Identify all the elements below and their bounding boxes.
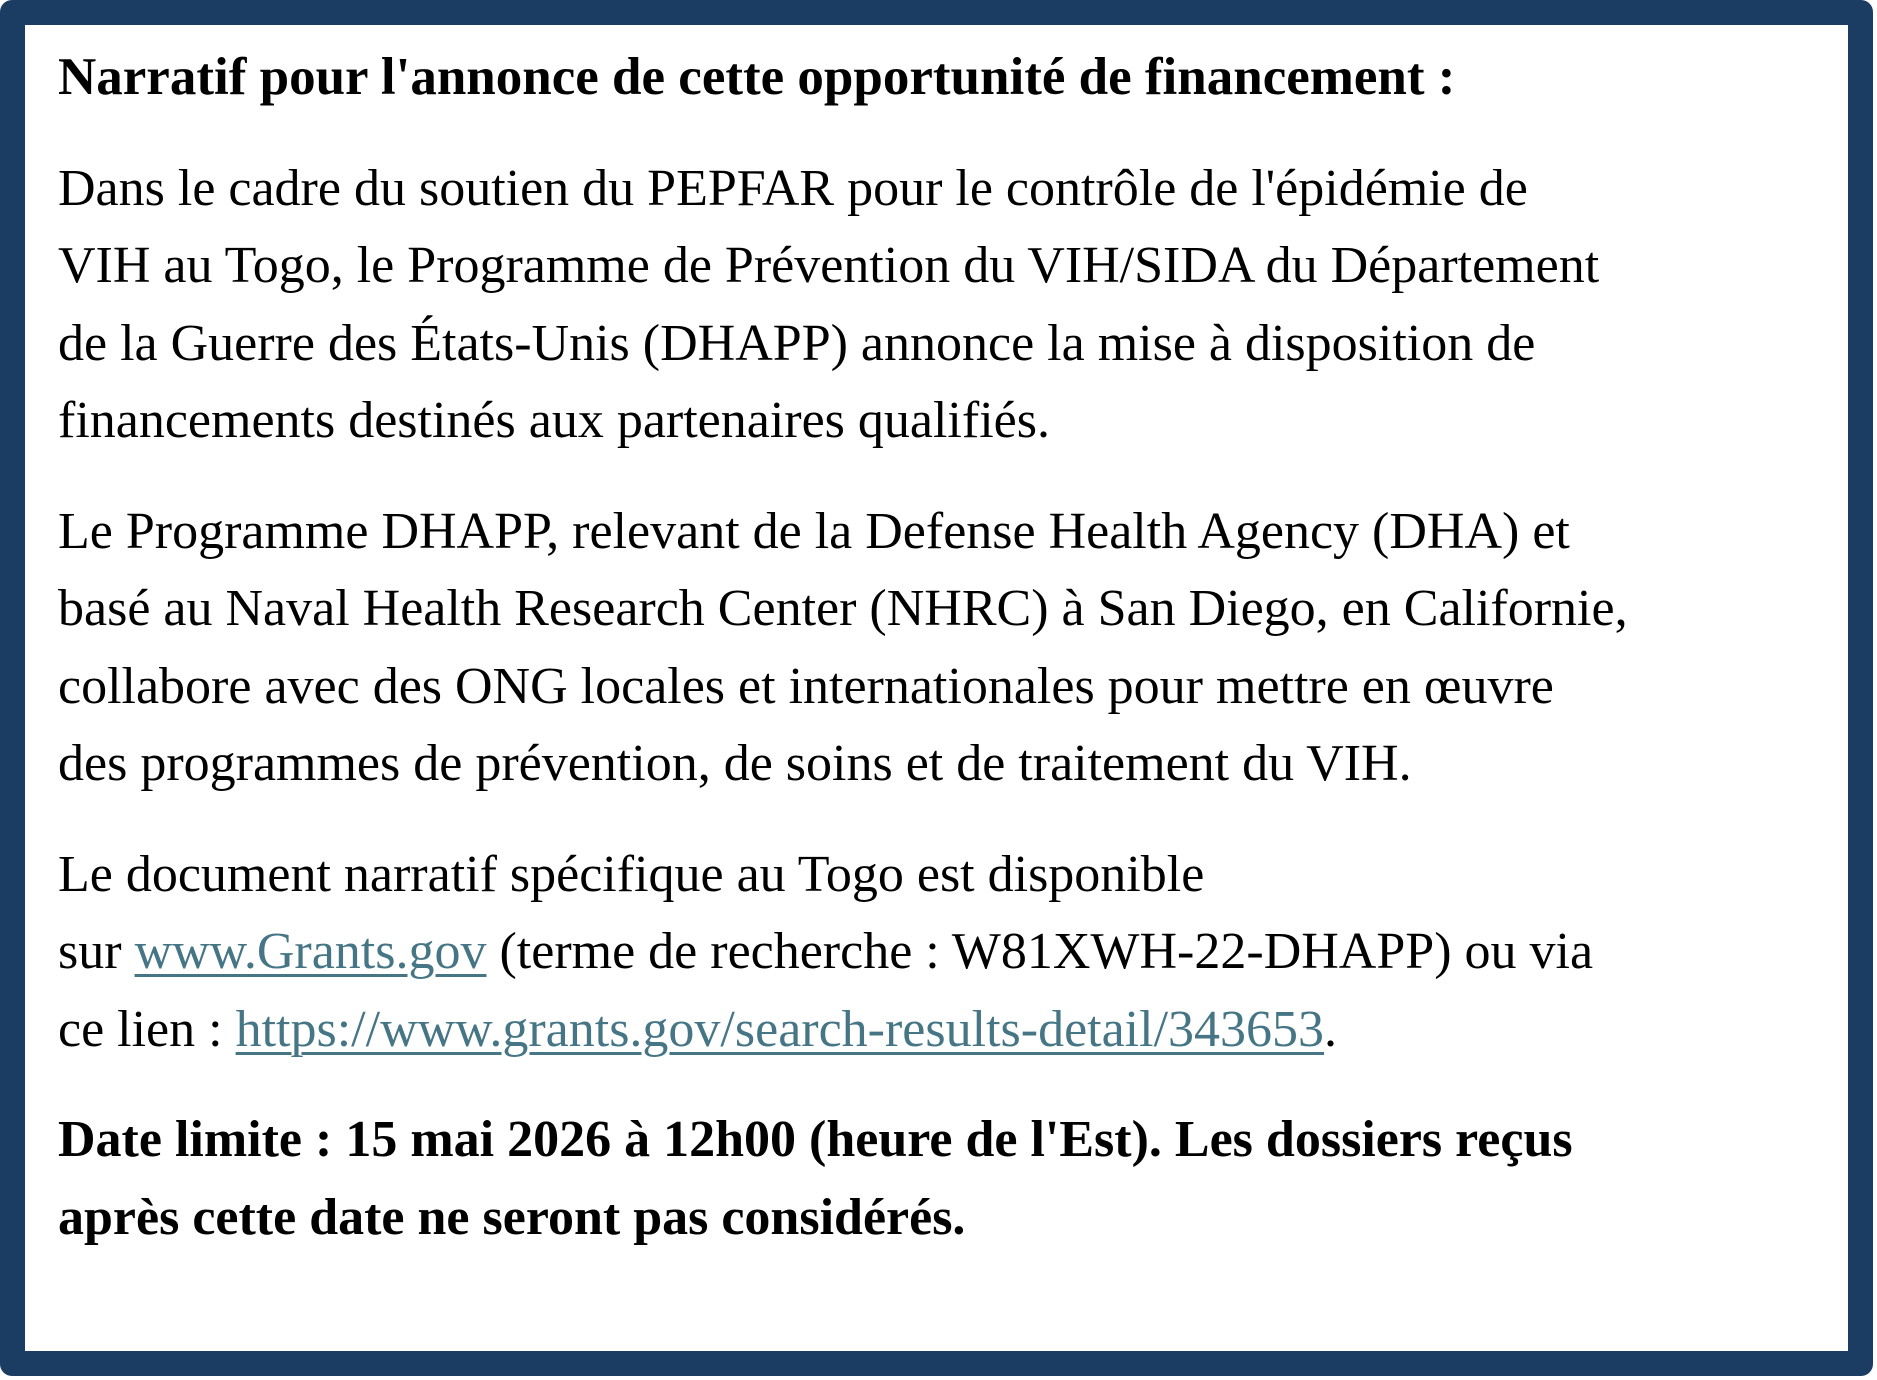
paragraph-line bbox=[58, 913, 1838, 991]
paragraph-line: financements destinés aux partenaires qualifiés. bbox=[58, 392, 1050, 449]
paragraph-line: basé au Naval Health Research Center (NHRC) à San Diego, en Californie, bbox=[58, 580, 1628, 637]
paragraph-line: Dans le cadre du soutien du PEPFAR pour le contrôle de l'épidémie de bbox=[58, 159, 1528, 217]
title-text: Narratif pour l'annonce de cette opportunité de financement : bbox=[58, 48, 1456, 106]
paragraph-dhapp-description bbox=[58, 493, 1838, 803]
line-prefix-text: sur bbox=[58, 923, 135, 980]
paragraph-line: Le document narratif spécifique au Togo est disponible bbox=[58, 845, 1205, 903]
paragraph-pepfar-context bbox=[58, 150, 1838, 460]
paragraph-line: collabore avec des ONG locales et internationales pour mettre en œuvre bbox=[58, 657, 1554, 715]
grants-gov-link[interactable]: www.Grants.gov bbox=[134, 923, 487, 980]
deadline-line: Date limite : 15 mai 2026 à 12h00 (heure de l'Est). Les dossiers reçus bbox=[58, 1111, 1573, 1168]
paragraph-line: des programmes de prévention, de soins et de traitement du VIH. bbox=[58, 735, 1412, 792]
paragraph-line: VIH au Togo, le Programme de Prévention du VIH/SIDA du Département bbox=[58, 237, 1600, 294]
search-results-detail-link[interactable]: https://www.grants.gov/search-results-detail/343653 bbox=[235, 1000, 1325, 1058]
paragraph-line: de la Guerre des États-Unis (DHAPP) annonce la mise à disposition de bbox=[58, 314, 1536, 372]
paragraph-document-availability bbox=[58, 836, 1838, 1069]
announcement-title bbox=[58, 39, 1838, 117]
announcement-content bbox=[58, 39, 1838, 1289]
deadline-line: après cette date ne seront pas considérés. bbox=[58, 1188, 966, 1246]
search-term-text: (terme de recherche : W81XWH-22-DHAPP) ou via bbox=[486, 923, 1594, 980]
paragraph-line: Le Programme DHAPP, relevant de la Defense Health Agency (DHA) et bbox=[58, 502, 1570, 560]
deadline-notice bbox=[58, 1101, 1838, 1256]
paragraph-line bbox=[58, 991, 1838, 1069]
line-suffix-text: . bbox=[1324, 1000, 1338, 1058]
line-prefix-text: ce lien : bbox=[58, 1000, 236, 1058]
